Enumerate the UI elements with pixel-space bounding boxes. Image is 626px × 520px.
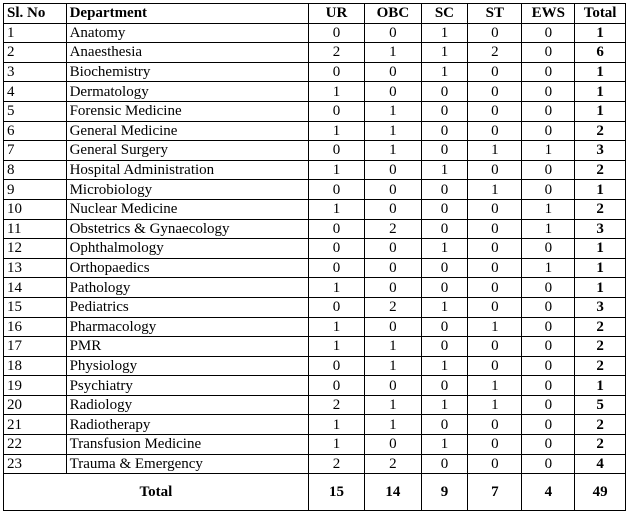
table-body <box>4 23 626 474</box>
cell-total: 3 <box>575 297 626 317</box>
cell-ews: 0 <box>522 395 575 415</box>
cell-ur: 1 <box>308 278 364 298</box>
cell-total: 1 <box>575 101 626 121</box>
table-row <box>4 43 626 63</box>
table-row <box>4 297 626 317</box>
header-obc: OBC <box>365 4 422 24</box>
cell-sc: 1 <box>421 160 468 180</box>
cell-total: 6 <box>575 43 626 63</box>
cell-obc: 1 <box>365 101 422 121</box>
cell-ur: 0 <box>308 23 364 43</box>
header-row <box>4 4 626 24</box>
cell-department: PMR <box>66 337 308 357</box>
cell-sc: 1 <box>421 239 468 259</box>
total-ews: 4 <box>522 474 575 511</box>
cell-total: 2 <box>575 435 626 455</box>
header-ur: UR <box>308 4 364 24</box>
cell-ur: 1 <box>308 82 364 102</box>
cell-ur: 1 <box>308 415 364 435</box>
cell-ews: 0 <box>522 160 575 180</box>
cell-department: General Surgery <box>66 141 308 161</box>
cell-obc: 0 <box>365 317 422 337</box>
cell-st: 0 <box>468 258 522 278</box>
cell-obc: 0 <box>365 376 422 396</box>
cell-department: Psychiatry <box>66 376 308 396</box>
cell-st: 0 <box>468 101 522 121</box>
cell-obc: 1 <box>365 43 422 63</box>
cell-sl-no: 16 <box>4 317 67 337</box>
cell-sc: 0 <box>421 278 468 298</box>
table-row <box>4 317 626 337</box>
cell-sc: 0 <box>421 219 468 239</box>
cell-sl-no: 17 <box>4 337 67 357</box>
cell-total: 1 <box>575 180 626 200</box>
cell-obc: 0 <box>365 199 422 219</box>
cell-ews: 0 <box>522 278 575 298</box>
cell-obc: 1 <box>365 121 422 141</box>
cell-total: 2 <box>575 415 626 435</box>
cell-department: Nuclear Medicine <box>66 199 308 219</box>
cell-sl-no: 4 <box>4 82 67 102</box>
cell-total: 3 <box>575 219 626 239</box>
cell-ews: 0 <box>522 435 575 455</box>
table-row <box>4 356 626 376</box>
cell-ur: 0 <box>308 101 364 121</box>
vacancy-table <box>3 3 626 511</box>
cell-st: 0 <box>468 219 522 239</box>
cell-total: 1 <box>575 82 626 102</box>
cell-total: 2 <box>575 199 626 219</box>
table-row <box>4 337 626 357</box>
header-st: ST <box>468 4 522 24</box>
vacancy-table-container <box>3 3 626 511</box>
table-row <box>4 258 626 278</box>
cell-ur: 0 <box>308 239 364 259</box>
cell-sl-no: 21 <box>4 415 67 435</box>
cell-ur: 2 <box>308 43 364 63</box>
table-row <box>4 160 626 180</box>
cell-sc: 1 <box>421 43 468 63</box>
cell-ews: 0 <box>522 23 575 43</box>
cell-sl-no: 2 <box>4 43 67 63</box>
cell-sc: 0 <box>421 376 468 396</box>
cell-department: Physiology <box>66 356 308 376</box>
total-ur: 15 <box>308 474 364 511</box>
cell-total: 1 <box>575 278 626 298</box>
cell-obc: 0 <box>365 239 422 259</box>
cell-st: 0 <box>468 356 522 376</box>
cell-total: 1 <box>575 239 626 259</box>
cell-obc: 0 <box>365 180 422 200</box>
cell-st: 0 <box>468 82 522 102</box>
table-row <box>4 82 626 102</box>
cell-department: Pediatrics <box>66 297 308 317</box>
cell-sl-no: 23 <box>4 454 67 474</box>
cell-sc: 1 <box>421 23 468 43</box>
cell-sl-no: 12 <box>4 239 67 259</box>
cell-total: 1 <box>575 376 626 396</box>
cell-department: Biochemistry <box>66 62 308 82</box>
cell-sc: 0 <box>421 258 468 278</box>
cell-sc: 0 <box>421 180 468 200</box>
cell-department: Pharmacology <box>66 317 308 337</box>
cell-obc: 0 <box>365 62 422 82</box>
cell-sl-no: 13 <box>4 258 67 278</box>
cell-obc: 0 <box>365 160 422 180</box>
cell-department: General Medicine <box>66 121 308 141</box>
header-department: Department <box>66 4 308 24</box>
cell-sc: 1 <box>421 62 468 82</box>
cell-ews: 1 <box>522 199 575 219</box>
table-row <box>4 376 626 396</box>
cell-ur: 0 <box>308 180 364 200</box>
cell-sc: 0 <box>421 199 468 219</box>
cell-department: Pathology <box>66 278 308 298</box>
cell-obc: 0 <box>365 82 422 102</box>
cell-obc: 2 <box>365 454 422 474</box>
cell-st: 2 <box>468 43 522 63</box>
table-row <box>4 62 626 82</box>
table-row <box>4 180 626 200</box>
table-row <box>4 435 626 455</box>
cell-ur: 1 <box>308 435 364 455</box>
cell-st: 0 <box>468 23 522 43</box>
cell-ews: 0 <box>522 356 575 376</box>
cell-ur: 2 <box>308 395 364 415</box>
cell-st: 0 <box>468 239 522 259</box>
cell-sl-no: 20 <box>4 395 67 415</box>
cell-st: 1 <box>468 141 522 161</box>
cell-ews: 0 <box>522 62 575 82</box>
cell-department: Obstetrics & Gynaecology <box>66 219 308 239</box>
table-row <box>4 141 626 161</box>
cell-obc: 1 <box>365 415 422 435</box>
header-sc: SC <box>421 4 468 24</box>
table-row <box>4 23 626 43</box>
cell-sl-no: 15 <box>4 297 67 317</box>
cell-st: 0 <box>468 435 522 455</box>
table-row <box>4 219 626 239</box>
cell-ews: 1 <box>522 141 575 161</box>
cell-st: 1 <box>468 395 522 415</box>
cell-sc: 0 <box>421 337 468 357</box>
cell-department: Orthopaedics <box>66 258 308 278</box>
cell-sc: 0 <box>421 101 468 121</box>
cell-department: Trauma & Emergency <box>66 454 308 474</box>
cell-sl-no: 7 <box>4 141 67 161</box>
cell-ews: 0 <box>522 337 575 357</box>
cell-st: 0 <box>468 337 522 357</box>
cell-department: Ophthalmology <box>66 239 308 259</box>
cell-department: Anatomy <box>66 23 308 43</box>
cell-sl-no: 18 <box>4 356 67 376</box>
cell-department: Microbiology <box>66 180 308 200</box>
cell-sl-no: 5 <box>4 101 67 121</box>
cell-sl-no: 19 <box>4 376 67 396</box>
cell-ur: 2 <box>308 454 364 474</box>
cell-sc: 0 <box>421 82 468 102</box>
cell-total: 2 <box>575 121 626 141</box>
cell-department: Hospital Administration <box>66 160 308 180</box>
header-ews: EWS <box>522 4 575 24</box>
cell-total: 2 <box>575 356 626 376</box>
cell-sl-no: 1 <box>4 23 67 43</box>
cell-sc: 0 <box>421 454 468 474</box>
cell-sl-no: 11 <box>4 219 67 239</box>
table-row <box>4 101 626 121</box>
cell-sc: 1 <box>421 297 468 317</box>
cell-total: 2 <box>575 337 626 357</box>
cell-ur: 1 <box>308 199 364 219</box>
cell-department: Dermatology <box>66 82 308 102</box>
cell-st: 0 <box>468 160 522 180</box>
cell-total: 2 <box>575 317 626 337</box>
cell-total: 1 <box>575 62 626 82</box>
cell-total: 3 <box>575 141 626 161</box>
cell-obc: 1 <box>365 141 422 161</box>
cell-sc: 0 <box>421 141 468 161</box>
total-st: 7 <box>468 474 522 511</box>
cell-st: 0 <box>468 454 522 474</box>
cell-st: 0 <box>468 415 522 435</box>
cell-st: 0 <box>468 278 522 298</box>
cell-ews: 0 <box>522 317 575 337</box>
cell-ur: 0 <box>308 258 364 278</box>
cell-ews: 0 <box>522 121 575 141</box>
cell-total: 4 <box>575 454 626 474</box>
cell-obc: 1 <box>365 337 422 357</box>
table-row <box>4 239 626 259</box>
cell-department: Radiotherapy <box>66 415 308 435</box>
table-row <box>4 121 626 141</box>
cell-ews: 1 <box>522 258 575 278</box>
cell-total: 1 <box>575 23 626 43</box>
header-total: Total <box>575 4 626 24</box>
total-total: 49 <box>575 474 626 511</box>
cell-sc: 0 <box>421 317 468 337</box>
cell-department: Radiology <box>66 395 308 415</box>
cell-sl-no: 3 <box>4 62 67 82</box>
cell-ews: 0 <box>522 180 575 200</box>
cell-total: 2 <box>575 160 626 180</box>
cell-sl-no: 22 <box>4 435 67 455</box>
cell-obc: 0 <box>365 278 422 298</box>
cell-st: 0 <box>468 121 522 141</box>
cell-sl-no: 10 <box>4 199 67 219</box>
total-row <box>4 474 626 511</box>
cell-ur: 0 <box>308 219 364 239</box>
total-label: Total <box>4 474 309 511</box>
cell-sc: 0 <box>421 121 468 141</box>
table-row <box>4 278 626 298</box>
cell-ews: 1 <box>522 219 575 239</box>
cell-ews: 0 <box>522 415 575 435</box>
cell-ews: 0 <box>522 454 575 474</box>
total-obc: 14 <box>365 474 422 511</box>
cell-total: 5 <box>575 395 626 415</box>
cell-ur: 1 <box>308 337 364 357</box>
cell-sl-no: 9 <box>4 180 67 200</box>
cell-department: Anaesthesia <box>66 43 308 63</box>
cell-obc: 0 <box>365 23 422 43</box>
cell-obc: 2 <box>365 219 422 239</box>
cell-ur: 1 <box>308 317 364 337</box>
cell-ur: 0 <box>308 62 364 82</box>
cell-ews: 0 <box>522 297 575 317</box>
cell-sc: 0 <box>421 415 468 435</box>
cell-ews: 0 <box>522 82 575 102</box>
total-sc: 9 <box>421 474 468 511</box>
cell-st: 0 <box>468 199 522 219</box>
cell-obc: 0 <box>365 258 422 278</box>
cell-st: 0 <box>468 62 522 82</box>
cell-ews: 0 <box>522 43 575 63</box>
cell-ews: 0 <box>522 239 575 259</box>
table-row <box>4 395 626 415</box>
cell-obc: 1 <box>365 395 422 415</box>
cell-ur: 0 <box>308 356 364 376</box>
cell-sl-no: 8 <box>4 160 67 180</box>
header-sl-no: Sl. No <box>4 4 67 24</box>
cell-sc: 1 <box>421 395 468 415</box>
cell-ews: 0 <box>522 376 575 396</box>
cell-st: 0 <box>468 297 522 317</box>
cell-sl-no: 6 <box>4 121 67 141</box>
cell-ur: 1 <box>308 160 364 180</box>
cell-department: Forensic Medicine <box>66 101 308 121</box>
cell-sc: 1 <box>421 435 468 455</box>
cell-obc: 1 <box>365 356 422 376</box>
cell-ur: 0 <box>308 297 364 317</box>
cell-st: 1 <box>468 376 522 396</box>
table-row <box>4 415 626 435</box>
cell-total: 1 <box>575 258 626 278</box>
cell-ews: 0 <box>522 101 575 121</box>
cell-st: 1 <box>468 317 522 337</box>
table-row <box>4 454 626 474</box>
cell-ur: 1 <box>308 121 364 141</box>
cell-sc: 1 <box>421 356 468 376</box>
cell-department: Transfusion Medicine <box>66 435 308 455</box>
cell-st: 1 <box>468 180 522 200</box>
table-row <box>4 199 626 219</box>
cell-obc: 0 <box>365 435 422 455</box>
cell-sl-no: 14 <box>4 278 67 298</box>
cell-obc: 2 <box>365 297 422 317</box>
cell-ur: 0 <box>308 376 364 396</box>
cell-ur: 0 <box>308 141 364 161</box>
